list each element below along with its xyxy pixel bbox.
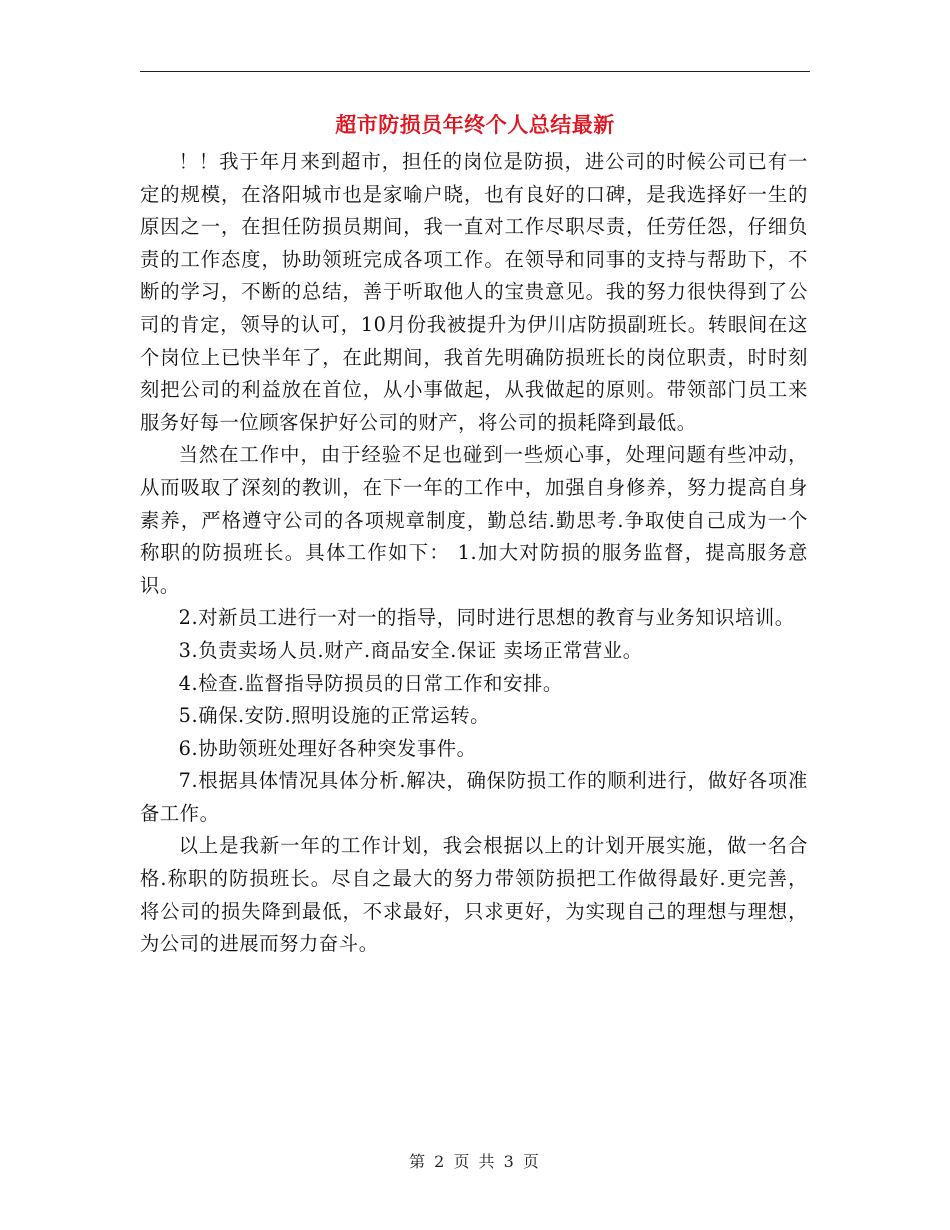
list-item-5: 5.确保.安防.照明设施的正常运转。 (178, 704, 490, 728)
paragraph-intro: ！！我于年月来到超市，担任的岗位是防损，进公司的时候公司已有一定的规模，在洛阳城市也是家喻户晓，也有良好的口碑，是我选择好一生的原因之一，在担任防损员期间，我一直对工作尽职尽责，任劳任怨，仔细负责的工作态度，协助领班完成各项工作。在领导和同事的支持与帮助下，不断的学习，不断的总结，善于听取他人的宝贵意见。我的努力很快得到了公司的肯定，领导的认可，10月份我被提升为伊川店防损副班长。转眼间在这个岗位上已快半年了，在此期间，我首先明确防损班长的岗位职责，时时刻刻把公司的利益放在首位，从小事做起，从我做起的原则。带领部门员工来服务好每一位顾客保护好公司的财产，将公司的损耗降到最低。 (140, 150, 808, 434)
paragraph-conclusion: 以上是我新一年的工作计划，我会根据以上的计划开展实施，做一名合格.称职的防损班长。尽自之最大的努力带领防损把工作做得最好.更完善，将公司的损失降到最低，不求最好，只求更好，为实现自己的理想与理想，为公司的进展而努力奋斗。 (140, 834, 808, 956)
list-item-3: 3.负责卖场人员.财产.商品安全.保证 卖场正常营业。 (178, 638, 643, 662)
page-number-footer: 第 2 页 共 3 页 (409, 1152, 541, 1171)
list-item-4: 4.检查.监督指导防损员的日常工作和安排。 (178, 671, 563, 695)
header-rule (140, 71, 810, 72)
paragraph-reflection: 当然在工作中，由于经验不足也碰到一些烦心事，处理问题有些冲动，从而吸取了深刻的教训，在下一年的工作中，加强自身修养，努力提高自身素养，严格遵守公司的各项规章制度，勤总结.勤思考.争取使自己成为一个称职的防损班长。具体工作如下： 1.加大对防损的服务监督，提高服务意识。 (140, 443, 808, 597)
document-title: 超市防损员年终个人总结最新 (335, 112, 615, 137)
document-body (140, 146, 808, 961)
list-item-2: 2.对新员工进行一对一的指导，同时进行思想的教育与业务知识培训。 (178, 606, 795, 630)
list-item-6: 6.协助领班处理好各种突发事件。 (178, 736, 477, 760)
list-item-7: 7.根据具体情况具体分析.解决，确保防损工作的顺利进行，做好各项准备工作。 (140, 769, 808, 825)
